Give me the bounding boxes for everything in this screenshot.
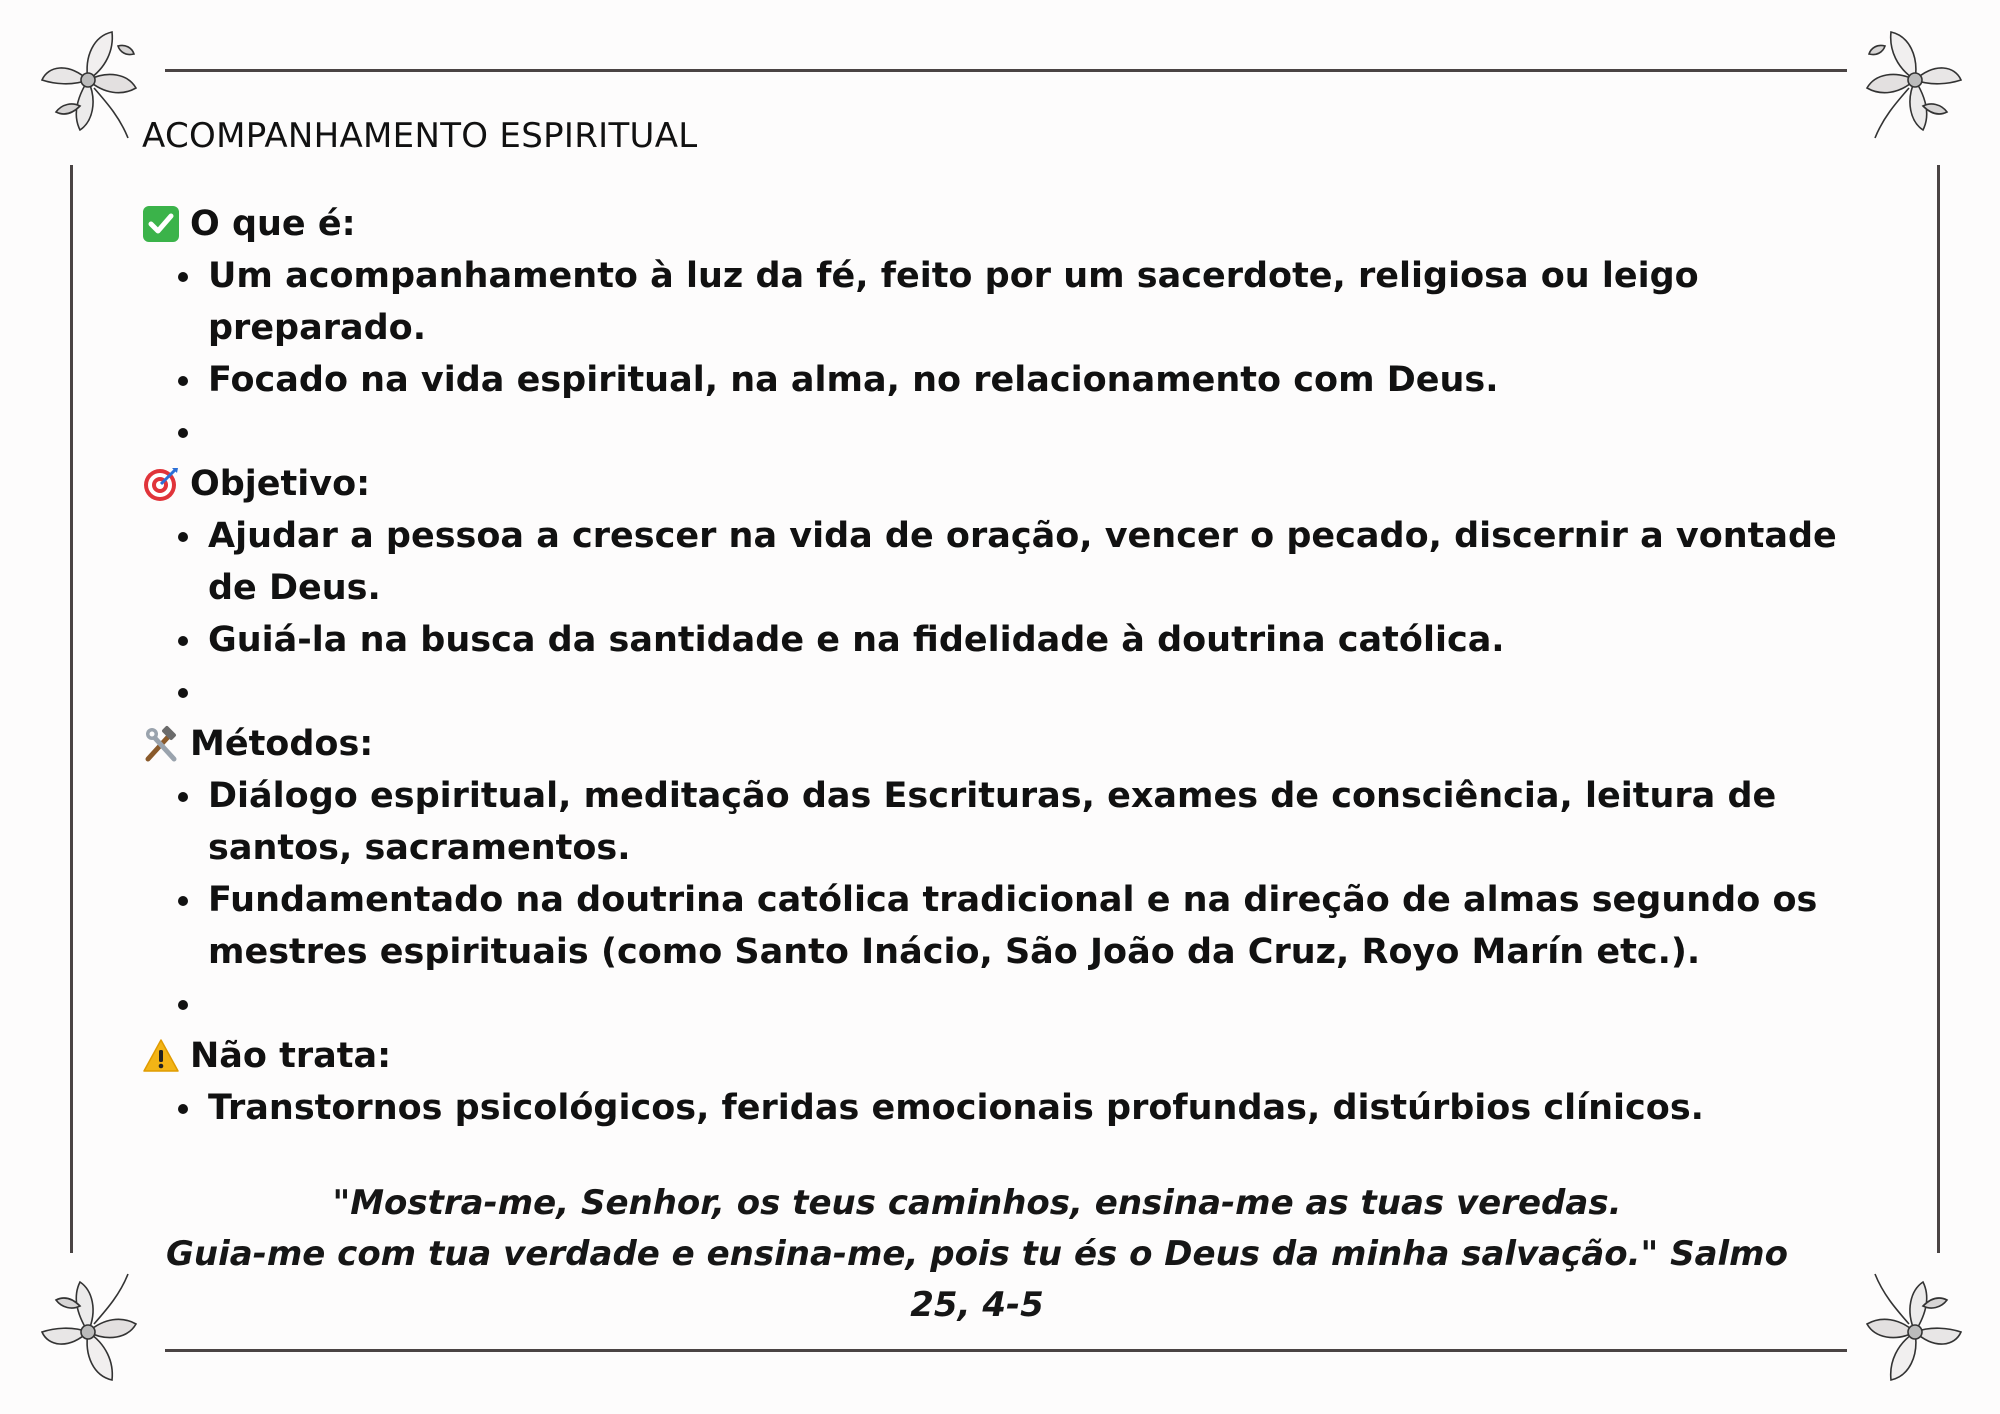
section-heading-o-que-e (142, 198, 1862, 250)
top-border-line (165, 69, 1847, 72)
bullet-list (142, 1082, 1862, 1134)
list-item: Transtornos psicológicos, feridas emocionais profundas, distúrbios clínicos. (208, 1082, 1862, 1134)
bible-quote (142, 1178, 1812, 1331)
list-item-empty (208, 666, 1862, 718)
hammer-wrench-icon (142, 725, 180, 763)
bullet-list (142, 770, 1862, 1030)
list-item: Um acompanhamento à luz da fé, feito por um sacerdote, religiosa ou leigo preparado. (208, 250, 1862, 354)
section-heading-objetivo (142, 458, 1862, 510)
list-item-empty (208, 978, 1862, 1030)
bottom-border-line (165, 1349, 1847, 1352)
target-icon (142, 465, 180, 503)
section-heading-nao-trata (142, 1030, 1862, 1082)
section-heading-label: Não trata: (190, 1036, 392, 1076)
list-item: Focado na vida espiritual, na alma, no relacionamento com Deus. (208, 354, 1862, 406)
section-heading-label: Objetivo: (190, 464, 371, 504)
check-mark-icon (142, 205, 180, 243)
bullet-list (142, 510, 1862, 718)
section-heading-label: Métodos: (190, 724, 374, 764)
quote-line: "Mostra-me, Senhor, os teus caminhos, ensina-me as tuas veredas. (332, 1183, 1622, 1223)
left-border-line (70, 165, 73, 1253)
warning-icon (142, 1037, 180, 1075)
list-item: Ajudar a pessoa a crescer na vida de oração, vencer o pecado, discernir a vontade de Deus. (208, 510, 1862, 614)
list-item: Diálogo espiritual, meditação das Escrituras, exames de consciência, leitura de santos, sacramentos. (208, 770, 1862, 874)
section-heading-metodos (142, 718, 1862, 770)
quote-line: Guia-me com tua verdade e ensina-me, pois tu és o Deus da minha salvação." Salmo 25, 4-5 (166, 1234, 1788, 1325)
right-border-line (1937, 165, 1940, 1253)
flower-ornament-icon (1855, 22, 1975, 142)
list-item: Fundamentado na doutrina católica tradicional e na direção de almas segundo os mestres espirituais (como Santo Inácio, São João da Cruz, Royo Marín etc.). (208, 874, 1862, 978)
bullet-list (142, 250, 1862, 458)
flower-ornament-icon (1855, 1270, 1975, 1390)
page-title: ACOMPANHAMENTO ESPIRITUAL (142, 116, 698, 156)
flower-ornament-icon (28, 1270, 148, 1390)
list-item: Guiá-la na busca da santidade e na fidelidade à doutrina católica. (208, 614, 1862, 666)
list-item-empty (208, 406, 1862, 458)
section-heading-label: O que é: (190, 204, 356, 244)
document-body (142, 116, 1862, 1134)
flower-ornament-icon (28, 22, 148, 142)
